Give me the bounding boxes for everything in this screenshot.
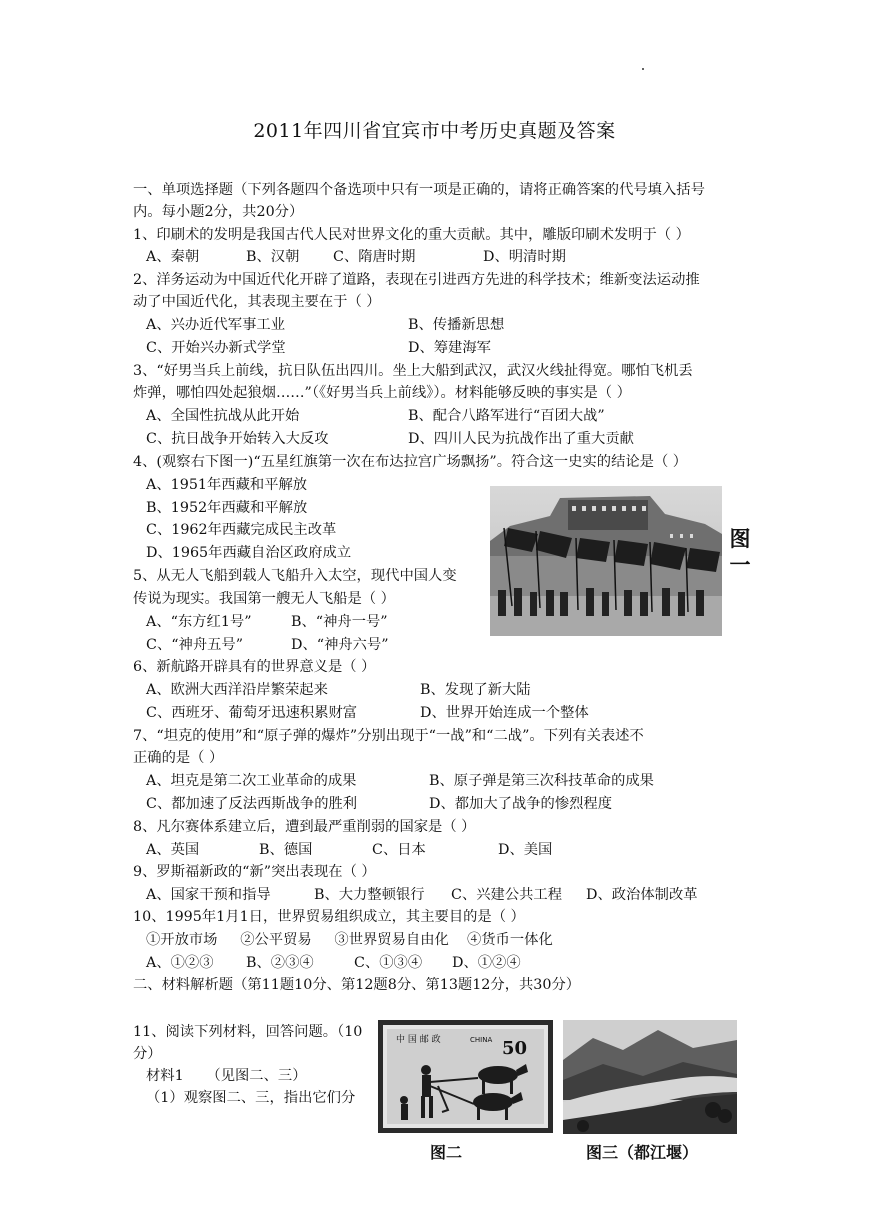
q1-option-d: D、明清时期	[483, 249, 566, 265]
q6-option-c: C、西班牙、葡萄牙迅速积累财富	[146, 705, 358, 721]
q7-option-a: A、坦克是第二次工业革命的成果	[146, 773, 357, 789]
q4-option-d: D、1965年西藏自治区政府成立	[146, 545, 352, 561]
q9-option-b: B、大力整顿银行	[314, 887, 425, 903]
q8-option-b: B、德国	[259, 842, 313, 858]
q11-sub1: （1）观察图二、三，指出它们分	[146, 1090, 356, 1106]
q10-option-c: C、①③④	[354, 955, 423, 971]
q3-stem-line1: 3、“好男当兵上前线，抗日队伍出四川。坐上大船到武汉，武汉火线扯得宽。哪怕飞机丢	[133, 363, 693, 379]
figure3-caption: 图三（都江堰）	[586, 1143, 699, 1162]
q8-option-c: C、日本	[372, 842, 426, 858]
figure1-potala-photo	[490, 486, 722, 636]
q6-option-b: B、发现了新大陆	[420, 682, 531, 698]
q10-option-a: A、①②③	[146, 955, 214, 971]
q4-option-a: A、1951年西藏和平解放	[146, 477, 308, 493]
q9-option-a: A、国家干预和指导	[146, 887, 271, 903]
q2-option-d: D、筹建海军	[408, 340, 491, 356]
part2-heading: 二、材料解析题（第11题10分、第12题8分、第13题12分，共30分）	[133, 977, 581, 993]
q2-option-a: A、兴办近代军事工业	[146, 317, 285, 333]
part1-heading-line2: 内。每小题2分，共20分）	[133, 204, 304, 220]
stamp-value: 50	[502, 1038, 528, 1059]
q4-option-c: C、1962年西藏完成民主改革	[146, 522, 337, 538]
q6-stem: 6、新航路开辟具有的世界意义是（ ）	[133, 659, 376, 675]
q2-stem-line2: 动了中国近代化，其表现主要在于（ ）	[133, 294, 381, 310]
q11-stem-line2: 分）	[133, 1046, 162, 1062]
q9-stem: 9、罗斯福新政的“新”突出表现在（ ）	[133, 864, 376, 880]
q10-stem: 10、1995年1月1日，世界贸易组织成立，其主要目的是（ ）	[133, 909, 525, 925]
q10-option-b: B、②③④	[246, 955, 314, 971]
q6-option-d: D、世界开始连成一个整体	[420, 705, 589, 721]
q5-stem-line1: 5、从无人飞船到载人飞船升入太空，现代中国人变	[133, 568, 457, 584]
figure1-label: 图一	[729, 526, 751, 577]
q1-option-c: C、隋唐时期	[333, 249, 416, 265]
q1-option-b: B、汉朝	[246, 249, 300, 265]
stamp-latin: CHINA	[470, 1036, 493, 1044]
q4-option-b: B、1952年西藏和平解放	[146, 500, 308, 516]
q1-option-a: A、秦朝	[146, 249, 200, 265]
q3-option-c: C、抗日战争开始转入大反攻	[146, 431, 329, 447]
q8-stem: 8、凡尔赛体系建立后，遭到最严重削弱的国家是（ ）	[133, 819, 476, 835]
q3-option-b: B、配合八路军进行“百团大战”	[408, 408, 605, 424]
q3-option-d: D、四川人民为抗战作出了重大贡献	[408, 431, 634, 447]
q5-option-c: C、“神舟五号”	[146, 637, 244, 653]
figure2-stamp	[378, 1020, 553, 1133]
q2-stem-line1: 2、洋务运动为中国近代化开辟了道路，表现在引进西方先进的科学技术；维新变法运动推	[133, 272, 700, 288]
q3-option-a: A、全国性抗战从此开始	[146, 408, 300, 424]
q10-option-d: D、①②④	[452, 955, 521, 971]
q7-stem-line1: 7、“坦克的使用”和“原子弹的爆炸”分别出现于“一战”和“二战”。下列有关表述不	[133, 728, 644, 744]
q4-stem: 4、(观察右下图一)“五星红旗第一次在布达拉宫广场飘扬”。符合这一史实的结论是（ ）	[133, 454, 688, 470]
q5-option-d: D、“神舟六号”	[291, 637, 389, 653]
q6-option-a: A、欧洲大西洋沿岸繁荣起来	[146, 682, 328, 698]
q9-option-d: D、政治体制改革	[586, 887, 698, 903]
q7-stem-line2: 正确的是（ ）	[133, 750, 224, 766]
q7-option-d: D、都加大了战争的惨烈程度	[429, 796, 613, 812]
q11-stem-line1: 11、阅读下列材料，回答问题。（10	[133, 1024, 363, 1040]
q8-option-a: A、英国	[146, 842, 200, 858]
q5-option-b: B、“神舟一号”	[291, 614, 388, 630]
q8-option-d: D、美国	[498, 842, 553, 858]
q5-stem-line2: 传说为现实。我国第一艘无人飞船是（ ）	[133, 591, 395, 607]
figure3-dujiangyan-photo	[563, 1020, 737, 1134]
page-dot	[642, 68, 644, 70]
stamp-country: 中 国 邮 政	[396, 1035, 441, 1045]
q5-option-a: A、“东方红1号”	[146, 614, 252, 630]
q2-option-c: C、开始兴办新式学堂	[146, 340, 286, 356]
q11-material: 材料1 （见图二、三）	[146, 1068, 307, 1084]
page-title: 2011年四川省宜宾市中考历史真题及答案	[253, 120, 616, 142]
q10-items: ①开放市场 ②公平贸易 ③世界贸易自由化 ④货币一体化	[146, 932, 553, 948]
part1-heading-line1: 一、单项选择题（下列各题四个备选项中只有一项是正确的，请将正确答案的代号填入括号	[133, 182, 705, 198]
q9-option-c: C、兴建公共工程	[451, 887, 563, 903]
figure2-caption: 图二	[430, 1143, 463, 1162]
q7-option-b: B、原子弹是第三次科技革命的成果	[429, 773, 654, 789]
q3-stem-line2: 炸弹，哪怕四处起狼烟……”（《好男当兵上前线》）。材料能够反映的事实是（ ）	[133, 385, 631, 401]
q1-stem: 1、印刷术的发明是我国古代人民对世界文化的重大贡献。其中，雕版印刷术发明于（ ）	[133, 227, 690, 243]
q2-option-b: B、传播新思想	[408, 317, 505, 333]
q7-option-c: C、都加速了反法西斯战争的胜利	[146, 796, 358, 812]
